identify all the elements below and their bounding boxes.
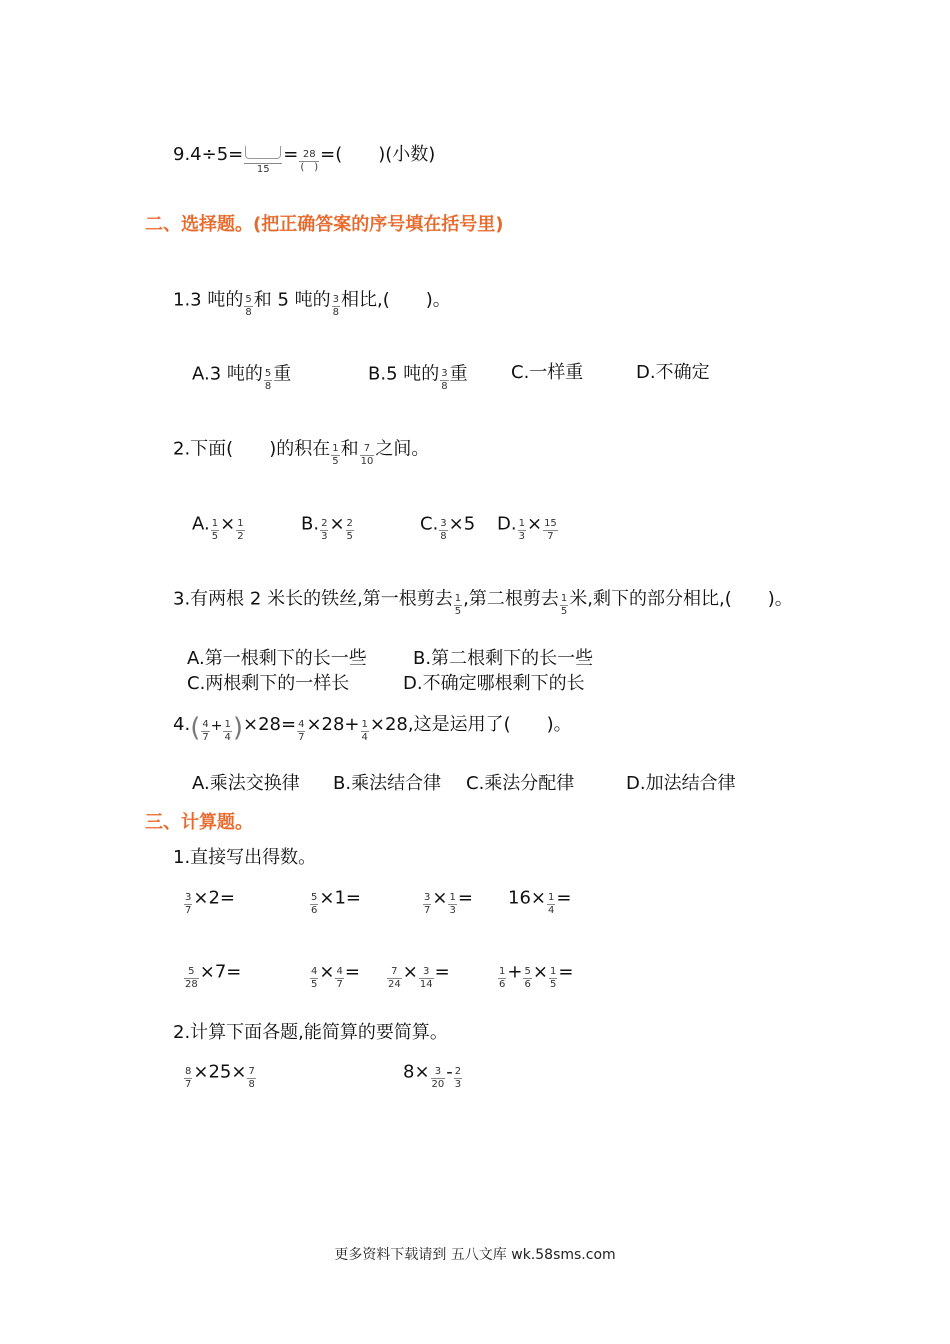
fraction: $\frac{5}{28}$ [185,966,198,990]
fraction: $\frac{3}{7}$ [424,892,431,916]
calc-item: $\frac{4}{5}$ × $\frac{4}{7}$ = [311,961,360,990]
fraction: 28 ( ) [300,148,319,173]
footer-text[interactable]: 更多资料下载请到 五八文库 wk.58sms.com [334,1247,616,1263]
choice-question-1: 1.3 吨的 $\frac{5}{8}$ 和 5 吨的 $\frac{3}{8}$ 相比,( )。 [173,289,451,318]
option-2c[interactable]: C. $\frac{3}{8}$ ×5 [420,513,476,542]
section-heading-calc: 三、计算题。 [145,812,253,833]
option-1d[interactable]: D.不确定 [636,362,710,383]
option-3c[interactable]: C.两根剩下的一样长 [187,673,350,694]
fraction: $\frac{2}{3}$ [321,518,328,542]
calc-item: $\frac{8}{7}$ ×25× $\frac{7}{8}$ [185,1061,255,1090]
calc-item: 16× $\frac{1}{4}$ = [508,887,572,916]
calc-item: $\frac{3}{7}$ × $\frac{1}{3}$ = [424,887,473,916]
option-2d[interactable]: D. $\frac{1}{3}$ × $\frac{15}{7}$ [497,513,557,542]
fraction: $\frac{1}{5}$ [454,593,462,617]
fraction: $\frac{7}{10}$ [360,443,374,467]
fraction: $\frac{5}{6}$ [311,892,318,916]
option-4d[interactable]: D.加法结合律 [626,773,736,794]
fraction: $\frac{1}{4}$ [361,718,368,743]
fraction: $\frac{4}{7}$ [298,718,305,743]
fraction: $\frac{2}{5}$ [346,518,353,542]
choice-question-2: 2.下面( )的积在 $\frac{1}{5}$ 和 $\frac{7}{10}$ 之间。 [173,438,430,467]
fraction: 15 [244,146,282,176]
calc-item: $\frac{3}{7}$ ×2= [185,887,235,916]
fraction: $\frac{1}{2}$ [237,518,244,542]
option-2b[interactable]: B. $\frac{2}{3}$ × $\frac{2}{5}$ [301,513,353,542]
calc-subheading-2: 2.计算下面各题,能简算的要简算。 [173,1022,448,1043]
choice-question-3: 3.有两根 2 米长的铁丝,第一根剪去 $\frac{1}{5}$ ,第二根剪去 $\frac{1}{5}$ 米,剩下的部分相比,( )。 [173,588,793,617]
fraction: $\frac{3}{7}$ [185,892,192,916]
fraction: $\frac{3}{8}$ [440,518,447,542]
calc-item: 8× $\frac{3}{20}$ - $\frac{2}{3}$ [403,1061,462,1090]
fraction: $\frac{8}{7}$ [185,1066,192,1090]
fraction: $\frac{1}{6}$ [499,966,506,990]
option-2a[interactable]: A. $\frac{1}{5}$ × $\frac{1}{2}$ [192,513,244,542]
fraction: $\frac{3}{14}$ [419,966,433,990]
option-3d[interactable]: D.不确定哪根剩下的长 [403,673,585,694]
fraction: $\frac{1}{5}$ [549,966,557,990]
fraction: $\frac{3}{8}$ [332,294,340,318]
fill-question-9: 9.4÷5= 15 = 28 ( ) =( )(小数) [173,144,436,175]
section-heading-choice: 二、选择题。(把正确答案的序号填在括号里) [145,214,504,235]
fraction: $\frac{3}{8}$ [441,368,448,392]
fraction: $\frac{1}{4}$ [224,718,231,743]
fraction: $\frac{1}{4}$ [548,892,555,916]
option-3b[interactable]: B.第二根剩下的长一些 [413,648,594,669]
fraction: $\frac{3}{20}$ [431,1066,445,1090]
calc-item: $\frac{1}{6}$ + $\frac{5}{6}$ × $\frac{1}{5}$ = [499,961,574,990]
fraction: $\frac{7}{24}$ [388,966,401,990]
fraction: $\frac{7}{8}$ [248,1066,255,1090]
calc-item: $\frac{5}{6}$ ×1= [311,887,361,916]
calc-item: $\frac{7}{24}$ × $\frac{3}{14}$ = [388,961,450,990]
option-4c[interactable]: C.乘法分配律 [466,773,575,794]
fraction: $\frac{2}{3}$ [454,1066,462,1090]
fraction: $\frac{4}{7}$ [336,966,343,990]
option-1b[interactable]: B.5 吨的 $\frac{3}{8}$ 重 [368,363,468,392]
choice-question-4: 4.( $\frac{4}{7}$ + $\frac{1}{4}$ )×28= $\frac{4}{7}$ ×28+ $\frac{1}{4}$ ×28,这是运用了( )。 [173,713,572,743]
fraction: $\frac{1}{3}$ [518,518,525,542]
option-1a[interactable]: A.3 吨的 $\frac{5}{8}$ 重 [192,363,292,392]
fraction: $\frac{1}{5}$ [560,593,568,617]
fraction: $\frac{1}{3}$ [449,892,456,916]
option-4a[interactable]: A.乘法交换律 [192,773,300,794]
fraction: $\frac{5}{8}$ [245,294,252,318]
fraction: $\frac{5}{6}$ [524,966,531,990]
option-4b[interactable]: B.乘法结合律 [333,773,442,794]
fraction: $\frac{15}{7}$ [544,518,557,542]
option-3a[interactable]: A.第一根剩下的长一些 [187,648,367,669]
fraction: $\frac{1}{5}$ [211,518,219,542]
fraction: $\frac{4}{7}$ [202,718,209,743]
calc-item: $\frac{5}{28}$ ×7= [185,961,242,990]
fraction: $\frac{1}{5}$ [332,443,339,467]
fraction: $\frac{5}{8}$ [264,368,272,392]
calc-subheading-1: 1.直接写出得数。 [173,847,317,868]
fraction: $\frac{4}{5}$ [311,966,318,990]
option-1c[interactable]: C.一样重 [511,362,584,383]
